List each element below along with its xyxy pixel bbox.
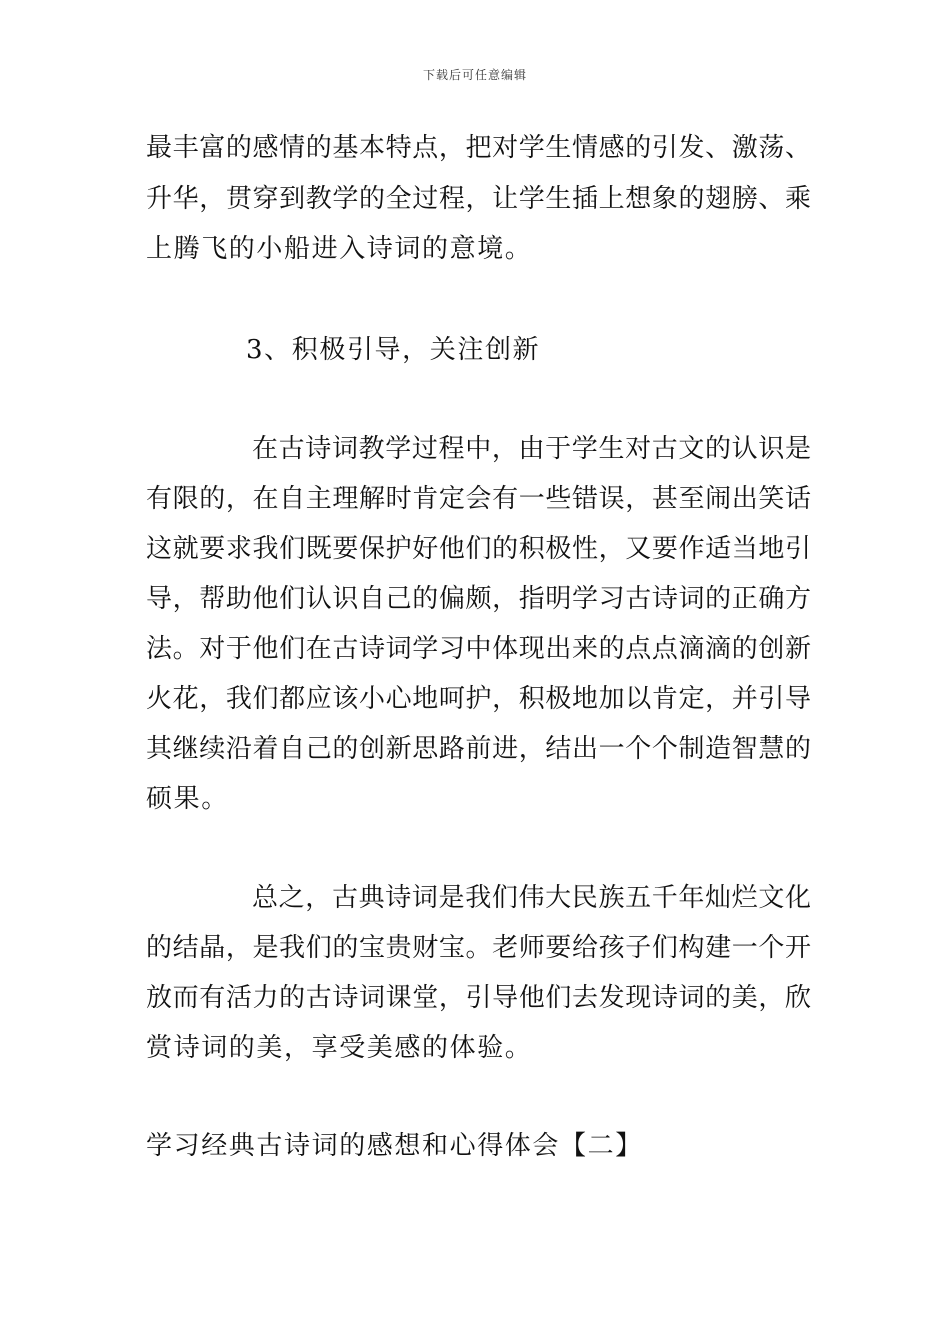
- paragraph-line: 放而有活力的古诗词课堂，引导他们去发现诗词的美，欣: [146, 983, 811, 1013]
- section-heading: 3、积极引导，关注创新: [246, 335, 541, 365]
- page-header-note: 下载后可任意编辑: [422, 68, 527, 82]
- paragraph-line: 法。对于他们在古诗词学习中体现出来的点点滴滴的创新: [146, 634, 811, 664]
- paragraph-line: 火花，我们都应该小心地呵护，积极地加以肯定，并引导: [146, 684, 811, 714]
- paragraph-line: 有限的，在自主理解时肯定会有一些错误，甚至闹出笑话: [146, 484, 811, 514]
- section-title: 学习经典古诗词的感想和心得体会【二】: [146, 1131, 643, 1161]
- paragraph-line: 这就要求我们既要保护好他们的积极性，又要作适当地引: [146, 534, 811, 564]
- paragraph-line: 上腾飞的小船进入诗词的意境。: [146, 234, 533, 264]
- paragraph-line: 总之，古典诗词是我们伟大民族五千年灿烂文化: [252, 883, 811, 913]
- paragraph-line: 的结晶，是我们的宝贵财宝。老师要给孩子们构建一个开: [146, 933, 811, 963]
- paragraph-line: 升华，贯穿到教学的全过程，让学生插上想象的翅膀、乘: [146, 184, 811, 214]
- paragraph-line: 在古诗词教学过程中，由于学生对古文的认识是: [252, 434, 811, 464]
- paragraph-line: 其继续沿着自己的创新思路前进，结出一个个制造智慧的: [146, 734, 811, 764]
- paragraph-line: 赏诗词的美，享受美感的体验。: [146, 1033, 533, 1063]
- paragraph-line: 硕果。: [146, 784, 229, 814]
- paragraph-line: 导，帮助他们认识自己的偏颇，指明学习古诗词的正确方: [146, 584, 811, 614]
- paragraph-line: 最丰富的感情的基本特点，把对学生情感的引发、激荡、: [146, 133, 811, 163]
